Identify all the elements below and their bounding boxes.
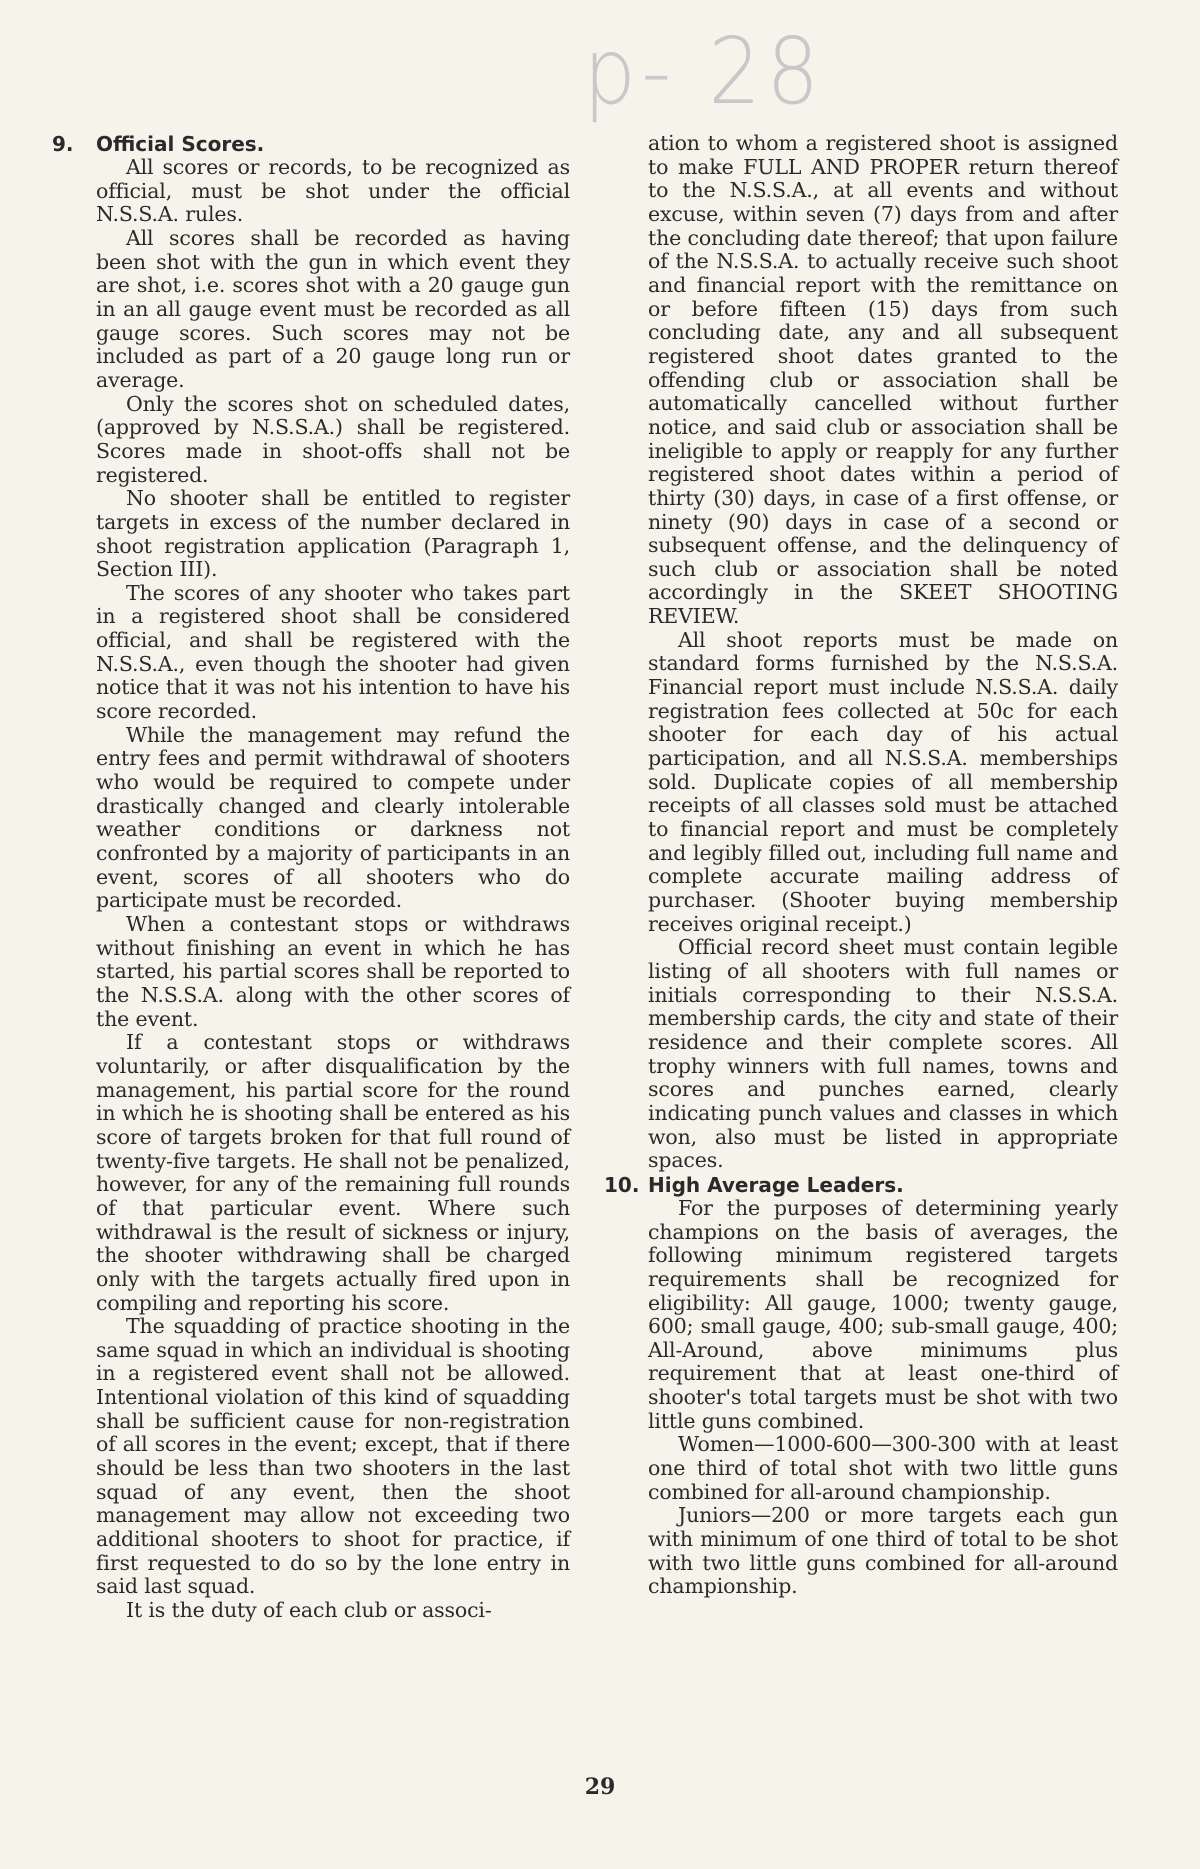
- paragraph: Juniors—200 or more targets each gun with minimum of one third of total to be shot with two little guns combined for all-around championship.: [648, 1503, 1118, 1599]
- paragraph: While the management may refund the entry fees and permit withdrawal of shooters who would be required to compete under drastically changed and clearly intolerable weather conditions or darkness not confronted by a majority of participants in an event, scores of all shooters who do participate must be recorded.: [96, 722, 570, 913]
- paragraph: Official record sheet must contain legible listing of all shooters with full names or initials corresponding to their N.S.S.A. membership cards, the city and state of their residence and their complete scores. All trophy winners with full names, towns and scores and punches earned, clearly indicating punch values and classes in which won, also must be listed in appropriate spaces.: [648, 935, 1118, 1173]
- paragraph: Women—1000-600—300-300 with at least one third of total shot with two little guns combined for all-around championship.: [648, 1432, 1118, 1504]
- paragraph: It is the duty of each club or associ-: [126, 1598, 492, 1623]
- section-10-title: High Average Leaders.: [648, 1172, 904, 1197]
- right-column: [604, 131, 1118, 1599]
- paragraph-continued: ation to whom a registered shoot is assigned to make FULL AND PROPER return thereof to the N.S.S.A., at all events and without excuse, within seven (7) days from and after the concluding date thereof; that upon failure of the N.S.S.A. to actually receive such shoot and financial report with the remittance on or before fifteen (15) days from such concluding date, any and all subsequent registered shoot dates granted to the offending club or association shall be automatically cancelled without further notice, and said club or association shall be ineligible to apply or reapply for any further registered shoot dates within a period of thirty (30) days, in case of a first offense, or ninety (90) days in case of a second or subsequent offense, and the delinquency of such club or association shall be noted accordingly in the SKEET SHOOTING REVIEW.: [648, 131, 1118, 629]
- paragraph: Only the scores shot on scheduled dates, (approved by N.S.S.A.) shall be registered. Scores made in shoot-offs shall not be registered.: [96, 391, 570, 487]
- handwritten-page-mark: p- 28: [583, 18, 825, 125]
- section-10-number: 10.: [604, 1172, 640, 1197]
- section-10-heading: [604, 1172, 1118, 1197]
- paragraph: All shoot reports must be made on standard forms furnished by the N.S.S.A. Financial report must include N.S.S.A. daily registration fees collected at 50c for each shooter for each day of his actual participation, and all N.S.S.A. memberships sold. Duplicate copies of all membership receipts of all classes sold must be attached to financial report and must be completely and legibly filled out, including full name and complete accurate mailing address of purchaser. (Shooter buying membership receives original receipt.): [648, 627, 1118, 936]
- paragraph: The scores of any shooter who takes part in a registered shoot shall be considered official, and shall be registered with the N.S.S.A., even though the shooter had given notice that it was not his intention to have his score recorded.: [96, 580, 570, 724]
- paragraph: All scores or records, to be recognized as official, must be shot under the official N.S.S.A. rules.: [96, 155, 570, 227]
- paragraph: When a contestant stops or withdraws without finishing an event in which he has started, his partial scores shall be reported to the N.S.S.A. along with the other scores of the event.: [96, 912, 570, 1031]
- section-9-title: Official Scores.: [96, 132, 265, 156]
- section-9-heading: [52, 132, 570, 156]
- section-9-number: 9.: [52, 132, 74, 156]
- page-number: 29: [584, 1774, 616, 1800]
- left-column: [52, 132, 570, 1623]
- paragraph: All scores shall be recorded as having been shot with the gun in which event they are shot, i.e. scores shot with a 20 gauge gun in an all gauge event must be recorded as all gauge scores. Such scores may not be included as part of a 20 gauge long run or average.: [96, 225, 570, 392]
- paragraph: If a contestant stops or withdraws voluntarily, or after disqualification by the management, his partial score for the round in which he is shooting shall be entered as his score of targets broken for that full round of twenty-five targets. He shall not be penalized, however, for any of the remaining full rounds of that particular event. Where such withdrawal is the result of sickness or injury, the shooter withdrawing shall be charged only with the targets actually fired upon in compiling and reporting his score.: [96, 1030, 570, 1315]
- paragraph: No shooter shall be entitled to register targets in excess of the number declared in shoot registration application (Paragraph 1, Section III).: [96, 486, 570, 582]
- paragraph: The squadding of practice shooting in the same squad in which an individual is shooting in a registered event shall not be allowed. Intentional violation of this kind of squadding shall be sufficient cause for non-registration of all scores in the event; except, that if there should be less than two shooters in the last squad of any event, then the shoot management may allow not exceeding two additional shooters to shoot for practice, if first requested to do so by the lone entry in said last squad.: [96, 1314, 570, 1599]
- paragraph: For the purposes of determining yearly champions on the basis of averages, the following minimum registered targets requirements shall be recognized for eligibility: All gauge, 1000; twenty gauge, 600; small gauge, 400; sub-small gauge, 400; All-Around, above minimums plus requirement that at least one-third of shooter's total targets must be shot with two little guns combined.: [648, 1195, 1118, 1433]
